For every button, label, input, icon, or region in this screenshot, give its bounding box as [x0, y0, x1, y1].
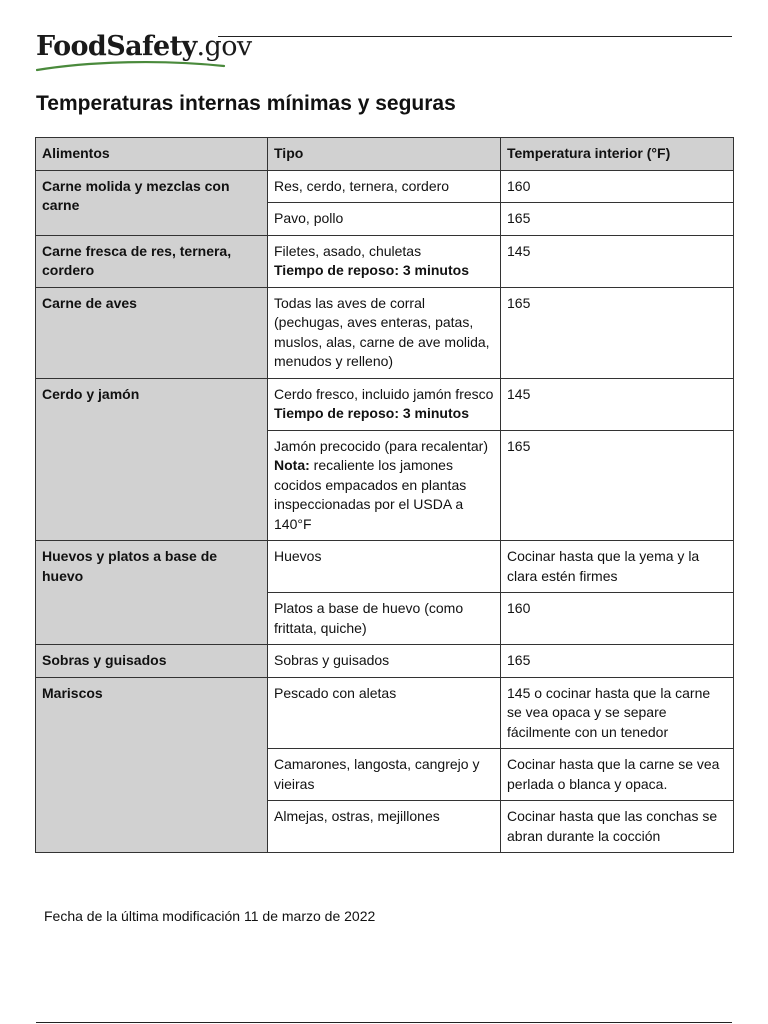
temp-cell: 145	[501, 235, 734, 287]
header-rule	[218, 36, 732, 37]
table-row	[36, 645, 734, 678]
temp-cell: 145	[501, 378, 734, 430]
type-cell: Sobras y guisados	[268, 645, 501, 678]
type-cell: Res, cerdo, ternera, cordero	[268, 170, 501, 203]
table-row	[36, 677, 734, 749]
foodsafety-logo[interactable]	[36, 30, 252, 72]
note-label: Nota:	[274, 457, 310, 473]
type-cell	[268, 430, 501, 541]
type-cell	[268, 378, 501, 430]
temp-cell: 145 o cocinar hasta que la carne se vea opaca y se separe fácilmente con un tenedor	[501, 677, 734, 749]
food-cell: Carne fresca de res, ternera, cordero	[36, 235, 268, 287]
type-cell: Pavo, pollo	[268, 203, 501, 236]
rest-time: Tiempo de reposo: 3 minutos	[274, 262, 469, 278]
rest-time: Tiempo de reposo: 3 minutos	[274, 405, 469, 421]
footer-rule	[36, 1022, 732, 1023]
type-cell: Pescado con aletas	[268, 677, 501, 749]
type-text: Filetes, asado, chuletas	[274, 242, 422, 259]
type-text: Jamón precocido (para recalentar)	[274, 437, 488, 454]
temp-cell: 165	[501, 203, 734, 236]
food-cell: Huevos y platos a base de huevo	[36, 541, 268, 645]
temp-cell: 165	[501, 287, 734, 378]
note-text	[274, 457, 466, 532]
table-row	[36, 170, 734, 203]
note-body: recaliente los jamones cocidos empacados en plantas inspeccionadas por el USDA a 140°F	[274, 457, 467, 532]
header-type: Tipo	[268, 138, 501, 171]
type-cell	[268, 235, 501, 287]
food-cell: Sobras y guisados	[36, 645, 268, 678]
header-temperature: Temperatura interior (°F)	[501, 138, 734, 171]
temp-cell: Cocinar hasta que la carne se vea perlada o blanca y opaca.	[501, 749, 734, 801]
food-cell: Mariscos	[36, 677, 268, 853]
table-row	[36, 287, 734, 378]
header-food: Alimentos	[36, 138, 268, 171]
page-title: Temperaturas internas mínimas y seguras	[36, 92, 456, 115]
type-text: Cerdo fresco, incluido jamón fresco	[274, 385, 494, 402]
logo-text	[36, 30, 252, 64]
food-cell: Carne de aves	[36, 287, 268, 378]
food-cell: Cerdo y jamón	[36, 378, 268, 541]
temp-cell: Cocinar hasta que la yema y la clara estén firmes	[501, 541, 734, 593]
temp-cell: 165	[501, 645, 734, 678]
table-header-row	[36, 138, 734, 171]
table-row	[36, 541, 734, 593]
temp-cell: 165	[501, 430, 734, 541]
temp-cell: 160	[501, 170, 734, 203]
temperature-table	[35, 137, 734, 853]
table-row	[36, 378, 734, 430]
type-cell: Platos a base de huevo (como frittata, quiche)	[268, 593, 501, 645]
type-cell: Camarones, langosta, cangrejo y vieiras	[268, 749, 501, 801]
logo-swoosh-icon	[36, 60, 226, 72]
type-cell: Huevos	[268, 541, 501, 593]
logo-name: FoodSafety	[36, 31, 197, 62]
table-row	[36, 235, 734, 287]
food-cell: Carne molida y mezclas con carne	[36, 170, 268, 235]
last-modified-date: Fecha de la última modificación 11 de marzo de 2022	[44, 908, 376, 924]
type-cell: Todas las aves de corral (pechugas, aves enteras, patas, muslos, alas, carne de ave molida, menudos y relleno)	[268, 287, 501, 378]
temp-cell: 160	[501, 593, 734, 645]
type-cell: Almejas, ostras, mejillones	[268, 801, 501, 853]
logo-domain: .gov	[196, 31, 252, 62]
temp-cell: Cocinar hasta que las conchas se abran durante la cocción	[501, 801, 734, 853]
